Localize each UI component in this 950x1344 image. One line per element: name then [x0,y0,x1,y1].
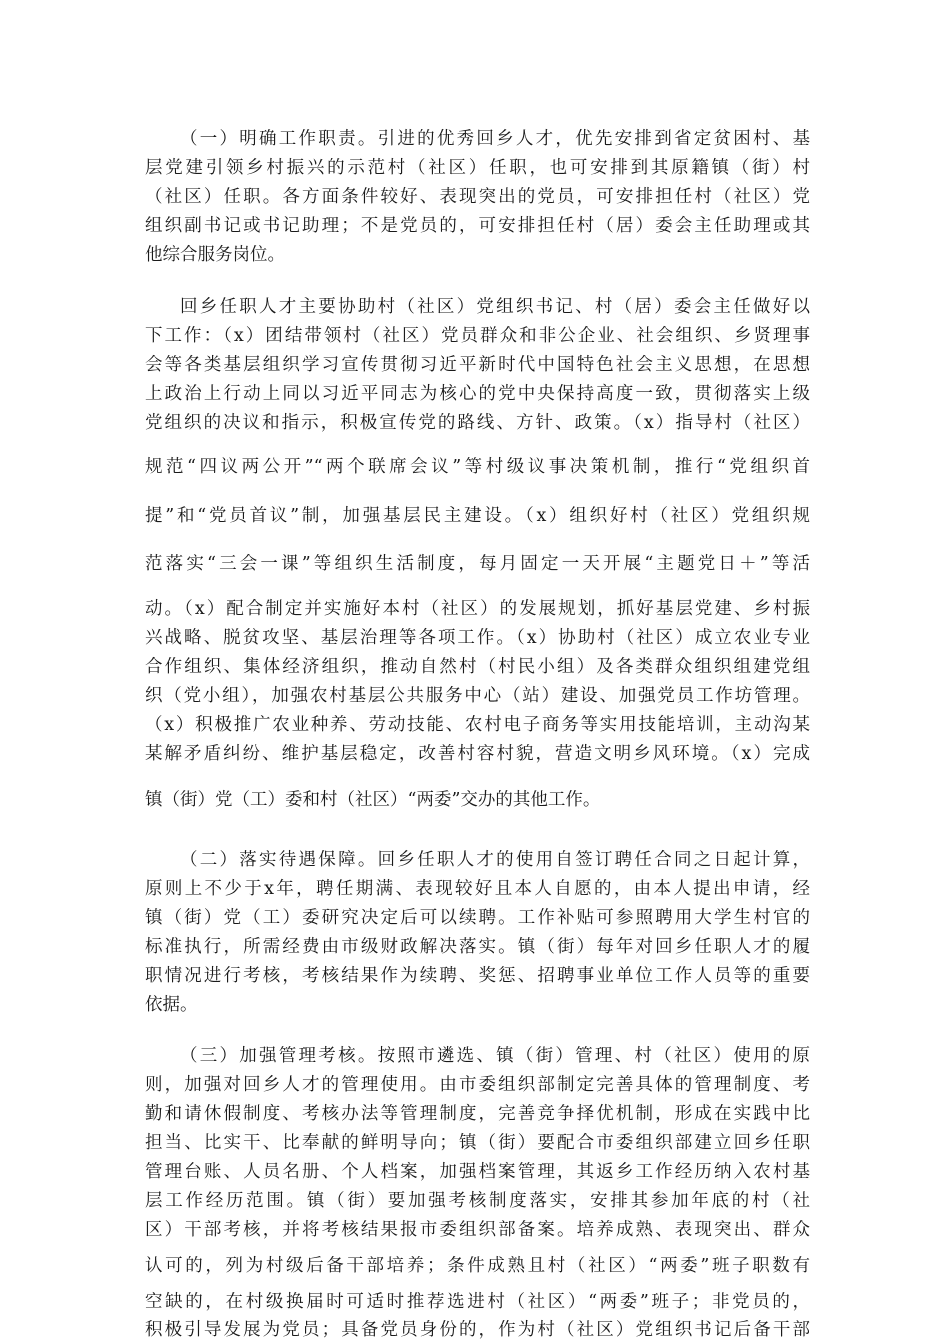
text-line: 组织副书记或书记助理；不是党员的，可安排担任村（居）委会主任助理或其 [145,216,810,236]
paragraph-4-heading-line: （三）加强管理考核。按照市遴选、镇（街）管理、村（社区）使用的原 [180,1046,810,1066]
text-line: 区）干部考核，并将考核结果报市委组织部备案。培养成熟、表现突出、群众 [145,1220,810,1240]
text-line: 他综合服务岗位。 [145,245,285,265]
paragraph-1-heading-line: （一）明确工作职责。引进的优秀回乡人才，优先安排到省定贫困村、基 [180,129,810,149]
text-line: 职情况进行考核，考核结果作为续聘、奖惩、招聘事业单位工作人员等的重要 [145,966,810,986]
text-line: （社区）任职。各方面条件较好、表现突出的党员，可安排担任村（社区）党 [145,187,810,207]
text-line: 积极引导发展为党员；具备党员身份的，作为村（社区）党组织书记后备干部 [145,1320,810,1340]
text-line: 织（党小组），加强农村基层公共服务中心（站）建设、加强党员工作坊管理。 [145,686,810,706]
text-line: 动。（x）配合制定并实施好本村（社区）的发展规划，抓好基层党建、乡村振 [145,599,810,619]
text-line: 层工作经历范围。镇（街）要加强考核制度落实，安排其参加年底的村（社 [145,1191,810,1211]
text-line: 提”和“党员首议”制，加强基层民主建设。（x）组织好村（社区）党组织规 [145,506,810,526]
text-line: 管理台账、人员名册、个人档案，加强档案管理，其返乡工作经历纳入农村基 [145,1162,810,1182]
text-line: 标准执行，所需经费由市级财政解决落实。镇（街）每年对回乡任职人才的履 [145,937,810,957]
text-line: 会等各类基层组织学习宣传贯彻习近平新时代中国特色社会主义思想，在思想 [145,355,810,375]
text-line: 原则上不少于x年，聘任期满、表现较好且本人自愿的，由本人提出申请，经 [145,879,810,899]
text-line: 范落实“三会一课”等组织生活制度，每月固定一天开展“主题党日＋”等活 [145,554,810,574]
text-line: 空缺的，在村级换届时可适时推荐选进村（社区）“两委”班子；非党员的， [145,1292,810,1312]
text-line: 担当、比实干、比奉献的鲜明导向；镇（街）要配合市委组织部建立回乡任职 [145,1133,810,1153]
text-line: （x）积极推广农业种养、劳动技能、农村电子商务等实用技能培训，主动沟某 [145,715,810,735]
text-line: 合作组织、集体经济组织，推动自然村（村民小组）及各类群众组织组建党组 [145,657,810,677]
paragraph-2-first-line: 回乡任职人才主要协助村（社区）党组织书记、村（居）委会主任做好以 [180,297,810,317]
text-line: 镇（街）党（工）委和村（社区）“两委”交办的其他工作。 [145,790,601,810]
text-line: 某解矛盾纠纷、维护基层稳定，改善村容村貌，营造文明乡风环境。（x）完成 [145,744,810,764]
text-line: 层党建引领乡村振兴的示范村（社区）任职，也可安排到其原籍镇（街）村 [145,158,810,178]
text-line: 下工作：（x）团结带领村（社区）党员群众和非公企业、社会组织、乡贤理事 [145,326,810,346]
text-line: 依据。 [145,995,198,1015]
text-line: 认可的，列为村级后备干部培养；条件成熟且村（社区）“两委”班子职数有 [145,1256,810,1276]
text-line: 规范“四议两公开”“两个联席会议”等村级议事决策机制，推行“党组织首 [145,457,810,477]
text-line: 上政治上行动上同以习近平同志为核心的党中央保持高度一致，贯彻落实上级 [145,384,810,404]
text-line: 兴战略、脱贫攻坚、基层治理等各项工作。（x）协助村（社区）成立农业专业 [145,628,810,648]
text-line: 镇（街）党（工）委研究决定后可以续聘。工作补贴可参照聘用大学生村官的 [145,908,810,928]
text-line: 党组织的决议和指示，积极宣传党的路线、方针、政策。（x）指导村（社区） [145,413,810,433]
paragraph-3-heading-line: （二）落实待遇保障。回乡任职人才的使用自签订聘任合同之日起计算， [180,850,810,870]
text-line: 勤和请休假制度、考核办法等管理制度，完善竞争择优机制，形成在实践中比 [145,1104,810,1124]
text-line: 则，加强对回乡人才的管理使用。由市委组织部制定完善具体的管理制度、考 [145,1075,810,1095]
